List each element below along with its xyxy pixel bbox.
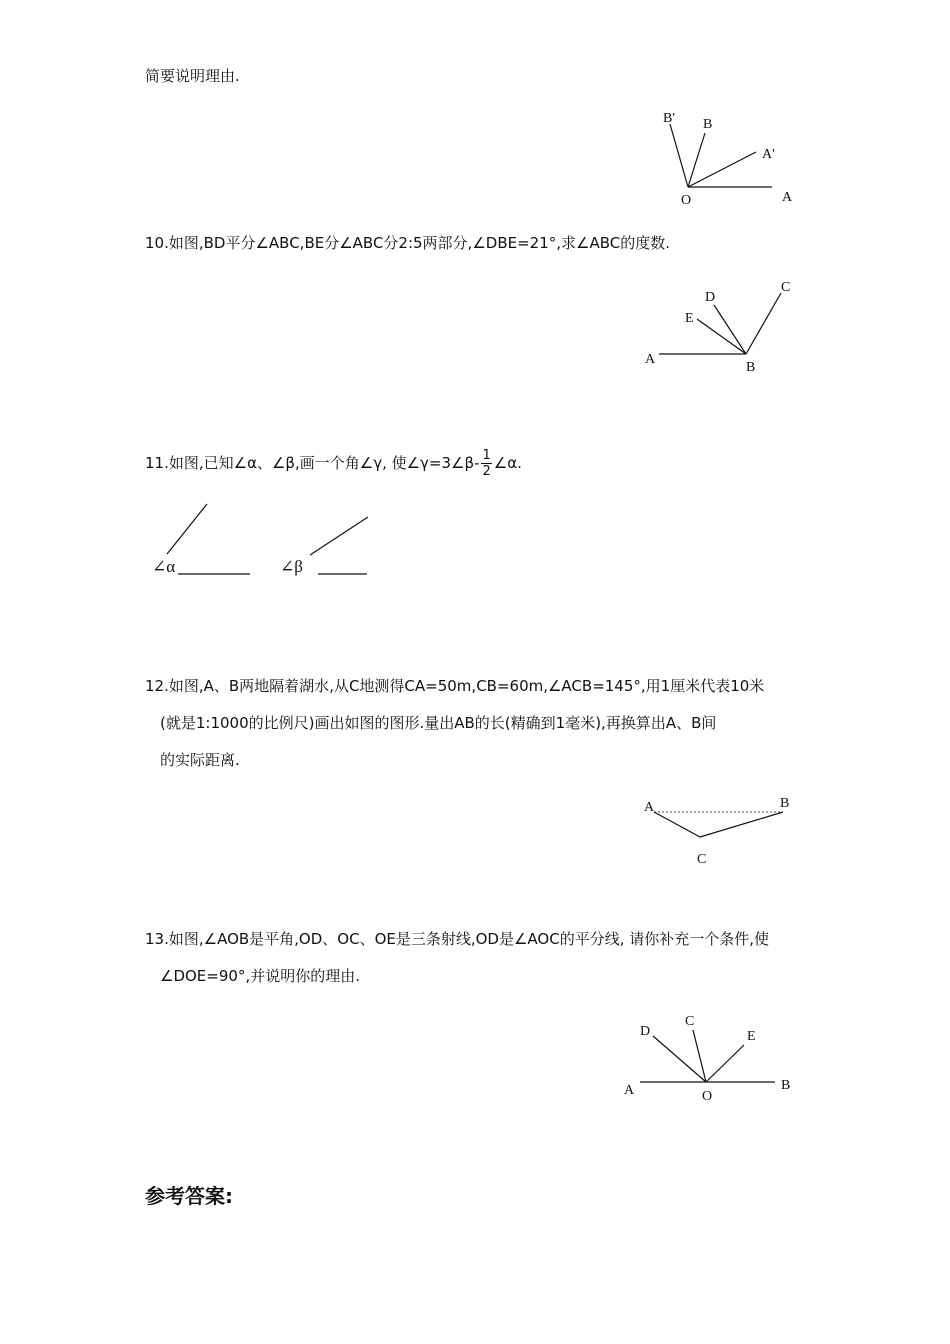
question-12-line-3: 的实际距离. xyxy=(160,751,240,769)
question-12-line-1: 12.如图,A、B两地隔着湖水,从C地测得CA=50m,CB=60m,∠ACB=145°,用1厘米代表10米 xyxy=(145,677,765,695)
label-c: C xyxy=(697,852,707,867)
fraction-denominator: 2 xyxy=(482,464,491,479)
label-c: C xyxy=(781,280,791,295)
figure-q13 xyxy=(620,1005,810,1105)
label-a-prime: A' xyxy=(762,147,775,162)
answers-heading: 参考答案: xyxy=(145,1184,233,1208)
label-a: A xyxy=(644,800,655,815)
label-b: B xyxy=(780,796,790,811)
ray-ob-prime xyxy=(670,124,688,187)
label-beta: ∠β xyxy=(280,557,303,576)
ray-od xyxy=(653,1036,706,1082)
question-13-line-2: ∠DOE=90°,并说明你的理由. xyxy=(160,967,360,985)
figure-q9 xyxy=(650,100,810,210)
question-13-line-1: 13.如图,∠AOB是平角,OD、OC、OE是三条射线,OD是∠AOC的平分线, 请你补充一个条件,使 xyxy=(145,930,770,948)
figure-q12 xyxy=(640,790,810,875)
angle-beta-ray xyxy=(310,517,368,555)
ray-oe xyxy=(706,1045,744,1082)
label-e: E xyxy=(685,311,694,326)
label-a: A xyxy=(645,352,656,367)
label-o: O xyxy=(702,1089,713,1104)
label-o: O xyxy=(681,193,692,208)
angle-alpha-ray xyxy=(167,504,207,554)
fraction-numerator: 1 xyxy=(482,448,491,463)
label-b: B xyxy=(703,117,713,132)
label-d: D xyxy=(640,1024,651,1039)
question-12-line-2: (就是1:1000的比例尺)画出如图的图形.量出AB的长(精确到1毫米),再换算出A、B间 xyxy=(160,714,717,732)
label-a: A xyxy=(782,190,793,205)
label-d: D xyxy=(705,290,716,305)
question-11 xyxy=(145,448,522,479)
figure-q11 xyxy=(150,500,380,585)
figure-q10 xyxy=(640,275,810,380)
label-alpha: ∠α xyxy=(152,557,176,576)
ray-oa-prime xyxy=(688,152,756,187)
ray-bc xyxy=(746,293,781,354)
segment-ac xyxy=(654,812,700,837)
fraction-one-half xyxy=(481,448,491,479)
question-9-tail: 简要说明理由. xyxy=(145,67,240,85)
ray-bd xyxy=(714,305,746,354)
ray-be xyxy=(697,319,746,354)
label-e: E xyxy=(747,1029,756,1044)
label-b: B xyxy=(746,360,756,375)
question-10: 10.如图,BD平分∠ABC,BE分∠ABC分2:5两部分,∠DBE=21°,求∠ABC的度数. xyxy=(145,234,670,252)
ray-oc xyxy=(693,1030,706,1082)
label-a: A xyxy=(624,1083,635,1098)
question-11-text-before: 11.如图,已知∠α、∠β,画一个角∠γ, 使∠γ=3∠β- xyxy=(145,454,480,472)
question-11-text-after: ∠α. xyxy=(493,454,522,472)
segment-cb xyxy=(700,812,783,837)
label-b-prime: B' xyxy=(663,111,675,126)
label-b: B xyxy=(781,1078,791,1093)
label-c: C xyxy=(685,1014,695,1029)
